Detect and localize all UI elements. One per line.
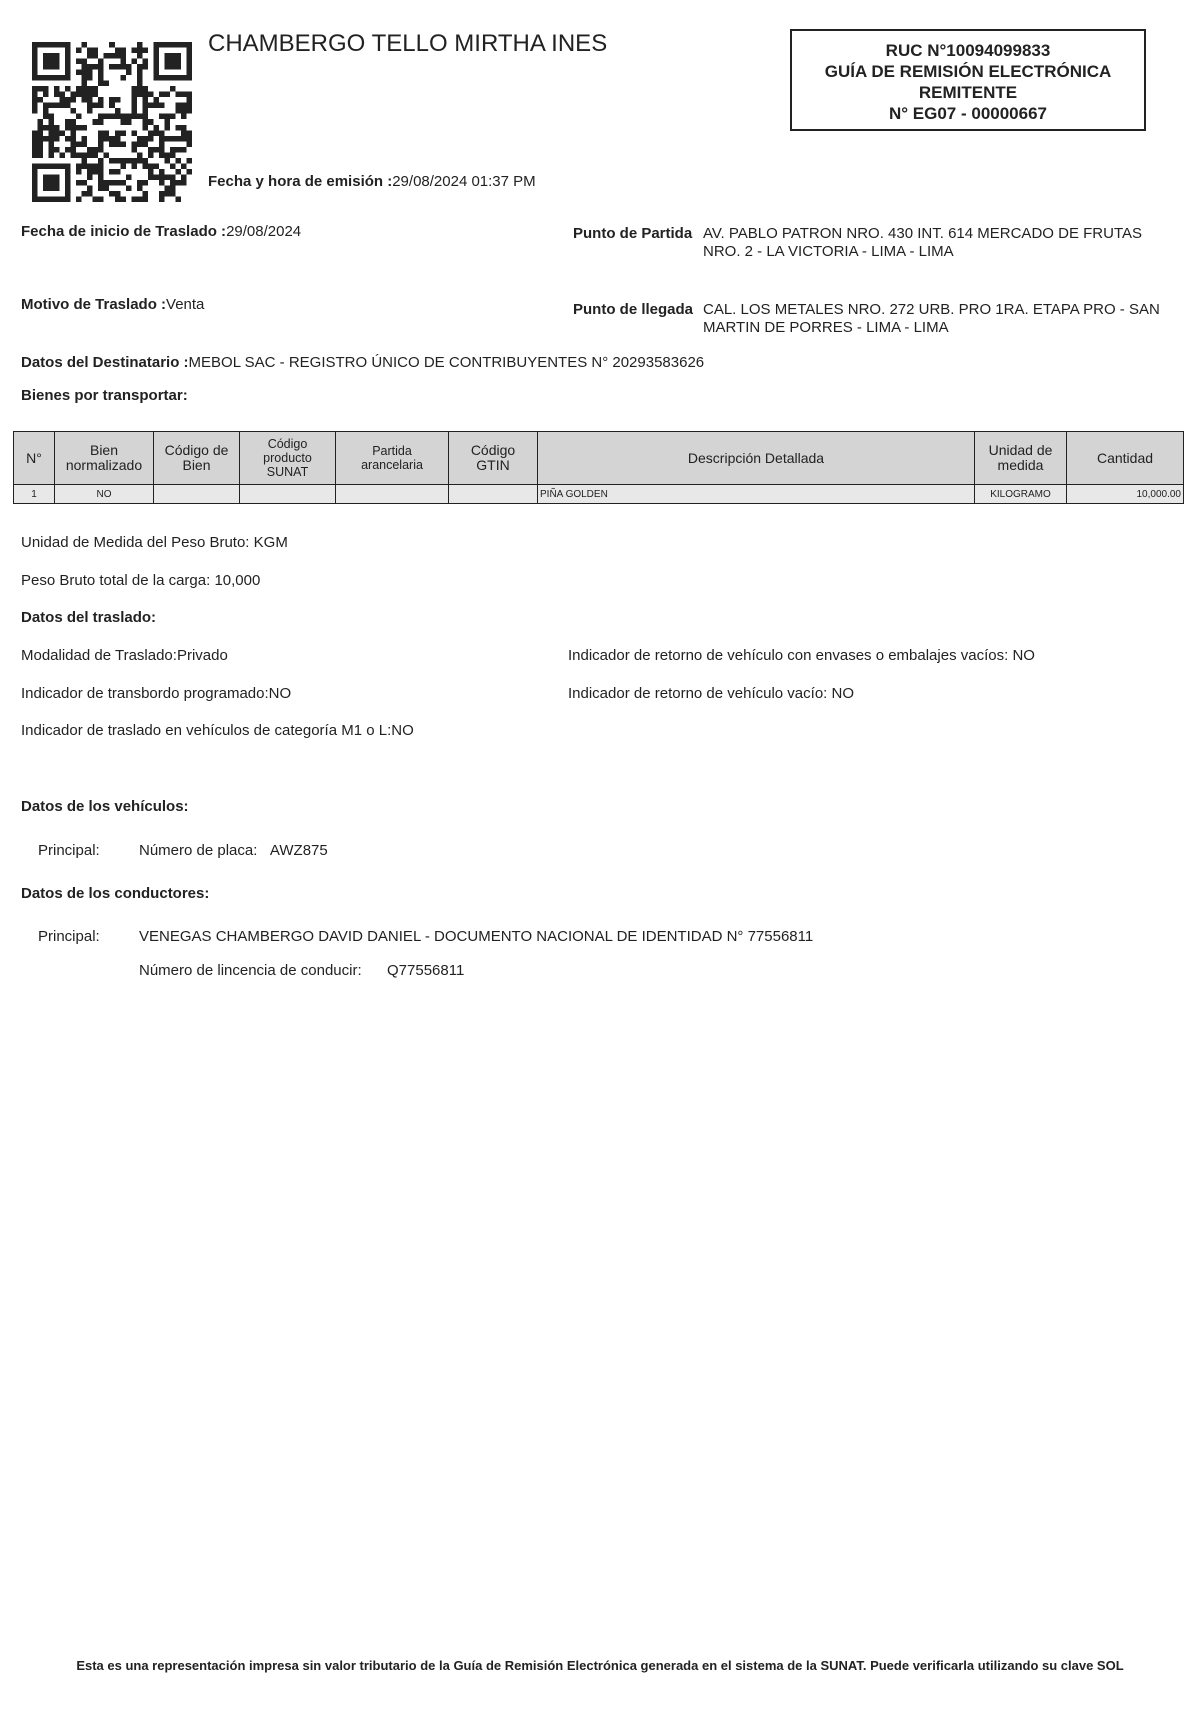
reason-label: Motivo de Traslado : xyxy=(21,296,167,313)
document-number: N° EG07 - 00000667 xyxy=(888,104,1047,123)
return-packaging-indicator xyxy=(568,647,1035,664)
driver-name: VENEGAS CHAMBERGO DAVID DANIEL - DOCUMENTO NACIONAL DE IDENTIDAD N° 77556811 xyxy=(139,928,814,945)
col-quantity: Cantidad xyxy=(1067,432,1184,485)
cell-sunat-code xyxy=(240,485,336,504)
weight-total xyxy=(21,572,260,589)
return-empty-value: NO xyxy=(831,685,855,702)
col-tariff: Partida arancelaria xyxy=(336,432,449,485)
transshipment-label: Indicador de transbordo programado: xyxy=(21,685,269,702)
cell-tariff xyxy=(336,485,449,504)
m1-value: NO xyxy=(391,722,414,739)
transfer-mode xyxy=(21,647,228,664)
footer-disclaimer: Esta es una representación impresa sin valor tributario de la Guía de Remisión Electrónica generada en el sistema de la SUNAT. Puede verificarla utilizando su clave SOL xyxy=(76,1658,1124,1673)
destination-address xyxy=(703,301,1160,337)
emission-label: Fecha y hora de emisión : xyxy=(208,173,393,190)
weight-unit-label: Unidad de Medida del Peso Bruto: xyxy=(21,534,250,551)
origin-address-line: NRO. 2 - LA VICTORIA - LIMA - LIMA xyxy=(703,243,954,260)
drivers-title: Datos de los conductores: xyxy=(21,885,210,902)
destination-address-line: MARTIN DE PORRES - LIMA - LIMA xyxy=(703,319,949,336)
origin-address-line: AV. PABLO PATRON NRO. 430 INT. 614 MERCADO DE FRUTAS xyxy=(703,225,1142,242)
goods-table-header xyxy=(14,432,1184,485)
transfer-reason xyxy=(21,296,204,313)
start-date-value: 29/08/2024 xyxy=(226,223,302,240)
transshipment-value: NO xyxy=(268,685,292,702)
col-description: Descripción Detallada xyxy=(538,432,975,485)
plate-label: Número de placa: xyxy=(139,842,258,859)
document-type: GUÍA DE REMISIÓN ELECTRÓNICA xyxy=(824,62,1112,81)
driver-principal-label: Principal: xyxy=(38,928,100,945)
transfer-mode-label: Modalidad de Traslado: xyxy=(21,647,177,664)
weight-total-value: 10,000 xyxy=(214,572,261,589)
col-unit: Unidad de medida xyxy=(975,432,1067,485)
col-sunat-code: Código producto SUNAT xyxy=(240,432,336,485)
destination-label: Punto de llegada xyxy=(573,301,694,318)
col-gtin: Código GTIN xyxy=(449,432,538,485)
transfer-data-title: Datos del traslado: xyxy=(21,609,157,626)
cell-num: 1 xyxy=(14,485,55,504)
document-subtype: REMITENTE xyxy=(918,83,1018,102)
cell-gtin xyxy=(449,485,538,504)
col-code: Código de Bien xyxy=(154,432,240,485)
weight-unit-value: KGM xyxy=(253,534,288,551)
vehicles-title: Datos de los vehículos: xyxy=(21,798,189,815)
weight-total-label: Peso Bruto total de la carga: xyxy=(21,572,211,589)
cell-normalized: NO xyxy=(55,485,154,504)
destination-address-line: CAL. LOS METALES NRO. 272 URB. PRO 1RA. ETAPA PRO - SAN xyxy=(703,301,1160,318)
ruc-number: RUC N°10094099833 xyxy=(885,41,1051,60)
return-empty-indicator xyxy=(568,685,854,702)
start-date-label: Fecha de inicio de Traslado : xyxy=(21,223,227,240)
goods-section-title: Bienes por transportar: xyxy=(21,387,188,404)
transshipment-indicator xyxy=(21,685,291,702)
weight-unit xyxy=(21,534,288,551)
vehicle-plate xyxy=(139,842,328,859)
cell-quantity: 10,000.00 xyxy=(1067,485,1184,504)
cell-code xyxy=(154,485,240,504)
company-name: CHAMBERGO TELLO MIRTHA INES xyxy=(208,30,608,57)
reason-value: Venta xyxy=(166,296,205,313)
origin-label: Punto de Partida xyxy=(573,225,693,242)
driver-license-label: Número de lincencia de conducir: xyxy=(139,962,362,979)
ruc-box xyxy=(790,29,1146,131)
emission-datetime xyxy=(208,173,536,190)
col-num: N° xyxy=(14,432,55,485)
origin-address xyxy=(703,225,1142,261)
m1-indicator xyxy=(21,722,414,739)
transfer-mode-value: Privado xyxy=(176,647,228,664)
plate-value: AWZ875 xyxy=(269,842,328,859)
emission-value: 29/08/2024 01:37 PM xyxy=(392,173,536,190)
col-normalized: Bien normalizado xyxy=(55,432,154,485)
qr-code-icon xyxy=(32,42,192,202)
return-packaging-label: Indicador de retorno de vehículo con envases o embalajes vacíos: xyxy=(568,647,1009,664)
driver-license-value: Q77556811 xyxy=(387,962,465,979)
cell-description: PIÑA GOLDEN xyxy=(538,485,975,504)
cell-unit: KILOGRAMO xyxy=(975,485,1067,504)
return-packaging-value: NO xyxy=(1012,647,1035,664)
m1-label: Indicador de traslado en vehículos de categoría M1 o L: xyxy=(21,722,392,739)
table-row xyxy=(14,485,1184,504)
recipient xyxy=(21,354,704,371)
vehicle-principal-label: Principal: xyxy=(38,842,100,859)
start-date xyxy=(21,223,301,240)
goods-table xyxy=(13,431,1184,504)
return-empty-label: Indicador de retorno de vehículo vacío: xyxy=(568,685,828,702)
recipient-label: Datos del Destinatario : xyxy=(21,354,189,371)
recipient-value: MEBOL SAC - REGISTRO ÚNICO DE CONTRIBUYENTES N° 20293583626 xyxy=(188,354,705,371)
